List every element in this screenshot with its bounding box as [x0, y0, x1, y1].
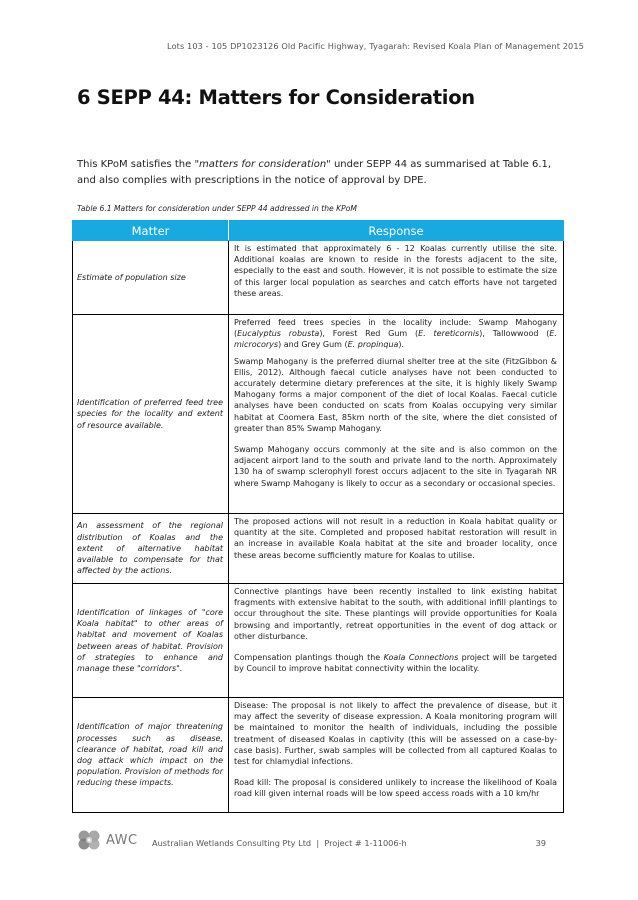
feed-tree-text: Preferred feed trees species in the locality include: Swamp Mahogany (: [234, 318, 557, 339]
table-row: [73, 584, 564, 698]
species-name: Eucalyptus robusta: [237, 329, 320, 339]
matter-cell: Identification of major threatening processes such as disease, clearance of habitat, road kill and dog attack which impact on the population. Provision of methods for reducing these impacts.: [73, 698, 229, 813]
compensation-text: project will be targeted by Council to improve habitat connectivity within the locality.: [234, 653, 558, 674]
response-paragraph: [234, 317, 557, 351]
project-number: Project # 1-11006-h: [324, 838, 407, 848]
species-name: E. propinqua: [347, 340, 399, 350]
response-cell: [229, 698, 564, 813]
species-name: E. tereticornis: [418, 329, 480, 339]
section-title: 6 SEPP 44: Matters for Consideration: [77, 86, 475, 109]
feed-tree-text: ), Forest Red Gum (: [319, 329, 419, 339]
feed-tree-text: ), Tallowwood (: [479, 329, 550, 339]
column-header-response: Response: [229, 221, 564, 241]
response-paragraph: [234, 652, 557, 674]
feed-tree-text: ).: [398, 340, 405, 350]
response-paragraph: Disease: The proposal is not likely to affect the prevalence of disease, but it may affect the severity of disease expression. A Koala monitoring program will be maintained to monitor the health of individuals, including the possible treatment of diseased Koalas in captivity (this will be assessed on a case-by-case basis). Further, swab samples will be collected from all captured Koalas to test for chlamydial infections.: [234, 701, 557, 767]
table-row: [73, 315, 564, 514]
matters-table: [72, 220, 564, 813]
matter-cell: An assessment of the regional distribution of Koalas and the extent of alternative habitat available to compensate for that affected by the actions.: [73, 514, 229, 584]
logo-text: AWC: [106, 832, 138, 848]
table-row: [73, 698, 564, 813]
matter-cell: Identification of preferred feed tree species for the locality and extent of resource available.: [73, 315, 229, 514]
response-paragraph: Connective plantings have been recently installed to link existing habitat fragments with extensive habitat to the south, with additional infill plantings to occur throughout the site. These plantings will provide opportunities for Koala browsing and importantly, retreat opportunities in the event of dog attack or other disturbance.: [234, 587, 557, 641]
intro-text-before: This KPoM satisfies the: [77, 159, 195, 170]
table-caption: Table 6.1 Matters for consideration under SEPP 44 addressed in the KPoM: [77, 204, 357, 213]
intro-quote: "matters for consideration": [194, 159, 331, 170]
response-paragraph: Swamp Mahogany is the preferred diurnal shelter tree at the site (FitzGibbon & Ellis, 2012). Although faecal cuticle analyses have not been conducted to accurately determine dietary preferences at the site, it is highly likely Swamp Mahogany forms a major component of the diet of local Koalas. Faecal cuticle analyses have been conducted on scats from Koalas occupying very similar habitat at Coomera East, 85km north of the site, where the diet consisted of greater than 85% Swamp Mahogany.: [234, 356, 557, 433]
intro-text-after: under SEPP 44 as summarised at Table 6.1, and also complies with prescriptions in the notice of approval by DPE.: [77, 159, 552, 186]
running-header: Lots 103 - 105 DP1023126 Old Pacific Highway, Tyagarah: Revised Koala Plan of Management 2015: [167, 41, 584, 51]
footer-separator: |: [316, 838, 320, 848]
project-name: Koala Connections: [383, 653, 459, 663]
feed-tree-text: ) and Grey Gum (: [278, 340, 348, 350]
response-cell: [229, 514, 564, 584]
response-cell: [229, 584, 564, 698]
table-header-row: [73, 221, 564, 241]
response-paragraph: It is estimated that approximately 6 - 12 Koalas currently utilise the site. Additional koalas are known to reside in the forests adjacent to the site, especially to the east and south. However, it is not possible to estimate the size of this larger local population as searches and catch efforts have not targeted these areas.: [234, 244, 557, 298]
compensation-text: Compensation plantings though the: [234, 653, 384, 663]
awc-logo: [77, 829, 138, 851]
table-row: [73, 514, 564, 584]
intro-paragraph: [77, 157, 563, 189]
response-paragraph: Road kill: The proposal is considered unlikely to increase the likelihood of Koala road kill given internal roads will be low speed access roads with a 10 km/hr: [234, 778, 557, 799]
column-header-matter: Matter: [73, 221, 229, 241]
matter-cell: Estimate of population size: [73, 241, 229, 315]
response-paragraph: Swamp Mahogany occurs commonly at the site and is also common on the adjacent airport land to the south and private land to the north. Approximately 130 ha of swamp sclerophyll forest occurs adjacent to the site in Tyagarah NR where Swamp Mahogany is likely to occur as a secondary or occasional species.: [234, 445, 557, 488]
response-paragraph: The proposed actions will not result in a reduction in Koala habitat quality or quantity at the site. Completed and proposed habitat restoration will result in an increase in available Koala habitat at the site and broader locality, once these areas become sufficiently mature for Koalas to utilise.: [234, 517, 557, 560]
company-name: Australian Wetlands Consulting Pty Ltd: [152, 838, 312, 848]
response-cell: [229, 241, 564, 315]
response-cell: [229, 315, 564, 514]
table-row: [73, 241, 564, 315]
awc-logo-icon: [77, 829, 102, 851]
page-number: 39: [535, 838, 546, 848]
footer-company: [152, 838, 407, 848]
matter-cell: Identification of linkages of "core Koala habitat" to other areas of habitat and movement of Koalas between areas of habitat. Provision of strategies to enhance and manage these "corridors".: [73, 584, 229, 698]
species-name: E. microcorys: [234, 329, 557, 350]
